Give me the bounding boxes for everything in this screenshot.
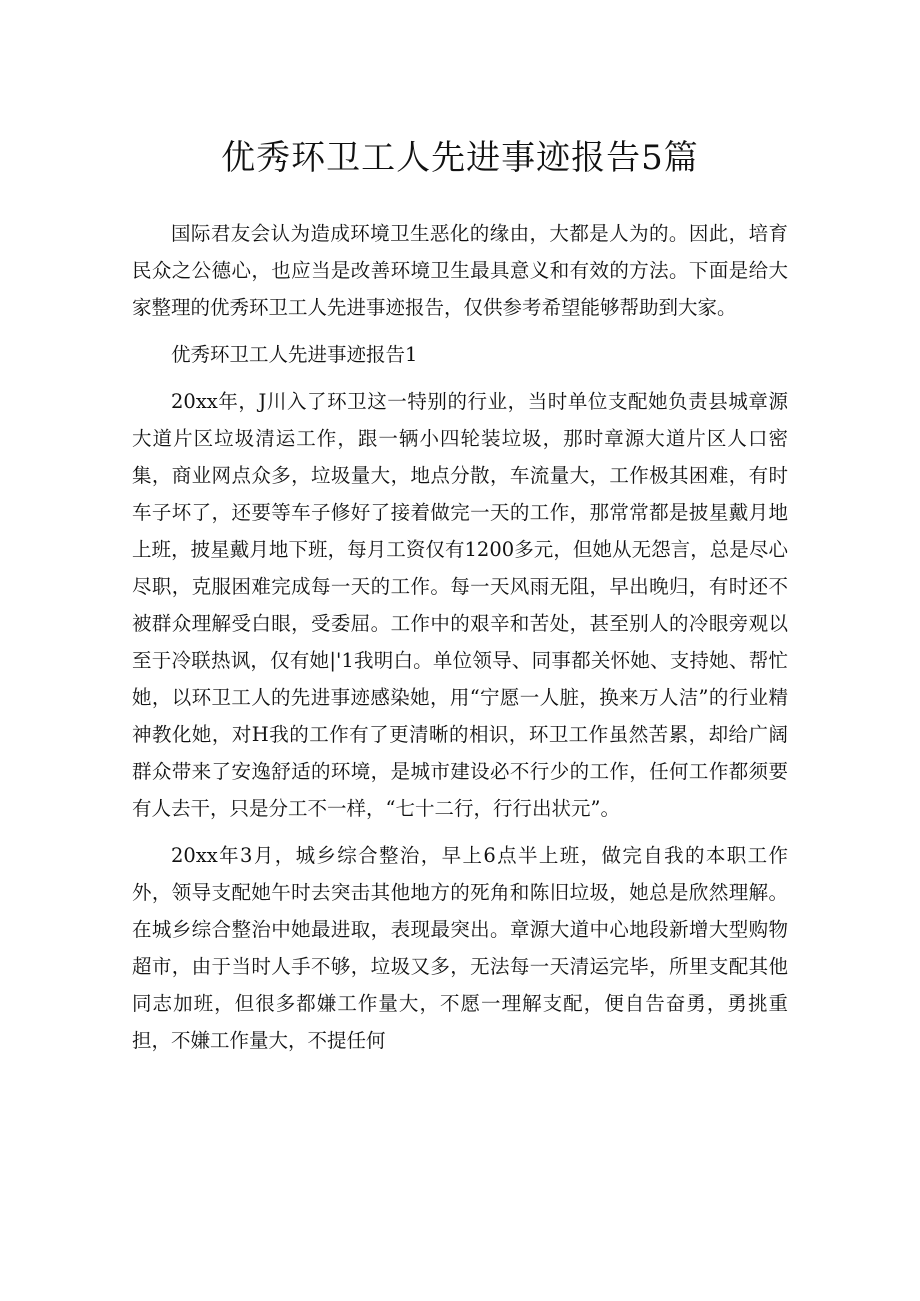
body-paragraph: 20xx年，J川入了环卫这一特别的行业，当时单位支配她负责县城章源大道片区垃圾清运工作，跟一辆小四轮装垃圾，那时章源大道片区人口密集，商业网点众多，垃圾量大，地点分散，车流量大，工作极其困难，有时车子坏了，还要等车子修好了接着做完一天的工作，那常常都是披星戴月地上班，披星戴月地下班，每月工资仅有1200多元，但她从无怨言，总是尽心尽职，克服困难完成每一天的工作。每一天风雨无阻，早出晚归，有时还不被群众理解受白眼，受委屈。工作中的艰辛和苦处，甚至别人的冷眼旁观以至于冷联热讽，仅有她|'1我明白。单位领导、同事都关怀她、支持她、帮忙她，以环卫工人的先进事迹感染她，用“宁愿一人脏，换来万人洁”的行业精神教化她，对H我的工作有了更清晰的相识，环卫工作虽然苦累，却给广阔群众带来了安逸舒适的环境，是城市建设必不行少的工作，任何工作都须要有人去干，只是分工不一样，“七十二行，行行出状元”。 [132,390,788,820]
intro-paragraph: 国际君友会认为造成环境卫生恶化的缘由，大都是人为的。因此，培育民众之公德心，也应当是改善环境卫生最具意义和有效的方法。下面是给大家整理的优秀环卫工人先进事迹报告，仅供参考希望能够帮助到大家。 [132,222,788,319]
document-title: 优秀环卫工人先进事迹报告5篇 [221,138,699,178]
body-paragraph: 20xx年3月，城乡综合整治，早上6点半上班，做完自我的本职工作外，领导支配她午时去突击其他地方的死角和陈旧垃圾，她总是欣然理解。在城乡综合整治中她最进取，表现最突出。章源大道中心地段新增大型购物超市，由于当时人手不够，垃圾又多，无法每一天清运完毕，所里支配其他同志加班，但很多都嫌工作量大，不愿一理解支配，便自告奋勇，勇挑重担，不嫌工作量大，不提任何 [132,844,788,1052]
document-body [132,215,788,1059]
section-heading: 优秀环卫工人先进事迹报告1 [171,343,418,366]
